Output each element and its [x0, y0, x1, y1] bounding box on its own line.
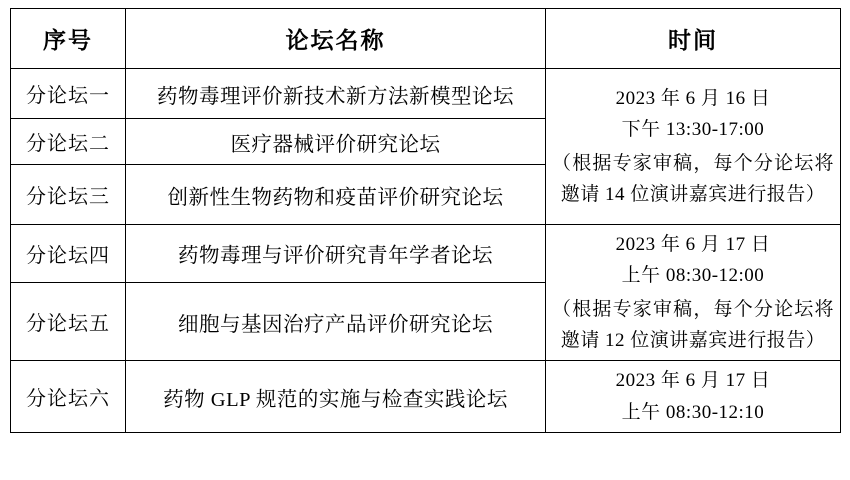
column-header-time: 时间 — [546, 9, 841, 69]
table-row — [11, 225, 841, 283]
time-group-cell-1 — [546, 69, 841, 225]
time-group-cell-2 — [546, 225, 841, 361]
table-body — [11, 69, 841, 433]
row-forum-name: 药物毒理与评价研究青年学者论坛 — [126, 225, 546, 283]
row-no: 分论坛五 — [11, 282, 126, 361]
row-forum-name: 药物 GLP 规范的实施与检查实践论坛 — [126, 361, 546, 433]
table-header — [11, 9, 841, 69]
table-row — [11, 361, 841, 433]
row-no: 分论坛一 — [11, 69, 126, 119]
column-header-forum-name: 论坛名称 — [126, 9, 546, 69]
column-header-no: 序号 — [11, 9, 126, 69]
row-forum-name: 细胞与基因治疗产品评价研究论坛 — [126, 282, 546, 361]
row-forum-name: 创新性生物药物和疫苗评价研究论坛 — [126, 165, 546, 225]
row-no: 分论坛三 — [11, 165, 126, 225]
table-header-row — [11, 9, 841, 69]
forum-schedule-table — [10, 8, 841, 433]
row-forum-name: 药物毒理评价新技术新方法新模型论坛 — [126, 69, 546, 119]
table-row — [11, 69, 841, 119]
time-date: 2023 年 6 月 17 日 — [615, 234, 771, 255]
time-group-cell-3 — [546, 361, 841, 433]
time-period: 上午 08:30-12:10 — [621, 401, 765, 423]
row-no: 分论坛二 — [11, 119, 126, 165]
time-period: 下午 13:30-17:00 — [621, 119, 765, 141]
row-no: 分论坛六 — [11, 361, 126, 433]
time-note: （根据专家审稿，每个分论坛将邀请 12 位演讲嘉宾进行报告） — [552, 298, 834, 352]
time-date: 2023 年 6 月 16 日 — [615, 87, 771, 109]
time-note: （根据专家审稿，每个分论坛将邀请 14 位演讲嘉宾进行报告） — [552, 152, 834, 205]
time-date: 2023 年 6 月 17 日 — [615, 370, 771, 392]
time-period: 上午 08:30-12:00 — [621, 265, 765, 287]
row-forum-name: 医疗器械评价研究论坛 — [126, 119, 546, 165]
row-no: 分论坛四 — [11, 225, 126, 283]
